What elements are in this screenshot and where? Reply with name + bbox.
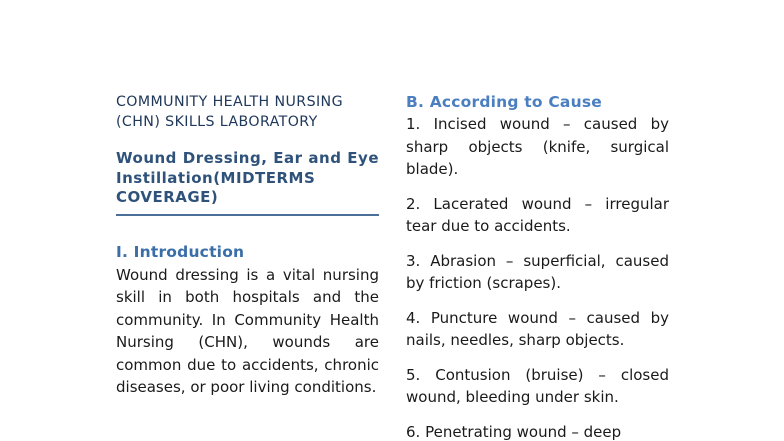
list-item: 2. Lacerated wound – irregular tear due to accidents.	[406, 194, 669, 235]
list-item: 4. Puncture wound – caused by nails, needles, sharp objects.	[406, 308, 669, 349]
left-column	[116, 92, 379, 399]
document-title: Wound Dressing, Ear and Eye Instillation(MIDTERMS COVERAGE)	[116, 149, 379, 206]
introduction-heading: I. Introduction	[116, 242, 245, 261]
cause-classification-heading: B. According to Cause	[406, 93, 602, 111]
introduction-paragraph: Wound dressing is a vital nursing skill in both hospitals and the community. In Community Health Nursing (CHN), wounds are common due to accidents, chronic diseases, or poor living conditions.	[116, 265, 379, 396]
right-column	[406, 92, 669, 441]
title-divider	[116, 214, 379, 216]
list-item: 1. Incised wound – caused by sharp objects (knife, surgical blade).	[406, 115, 669, 178]
list-item: 6. Penetrating wound – deep	[406, 422, 622, 441]
course-title: COMMUNITY HEALTH NURSING (CHN) SKILLS LABORATORY	[116, 94, 343, 130]
list-item: 3. Abrasion – superficial, caused by friction (scrapes).	[406, 251, 669, 292]
list-item: 5. Contusion (bruise) – closed wound, bleeding under skin.	[406, 365, 669, 406]
